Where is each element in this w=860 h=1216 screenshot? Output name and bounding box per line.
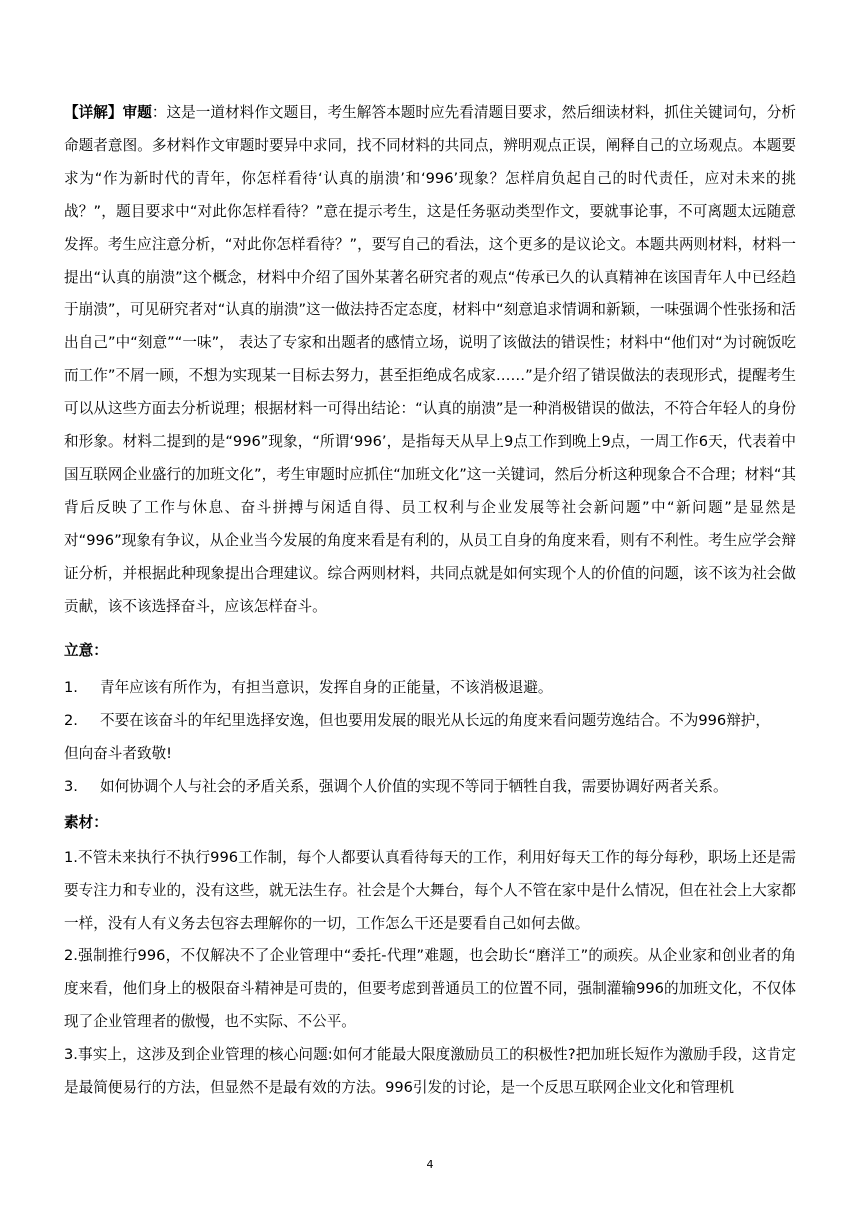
- intent-item-number: 3.: [64, 778, 78, 795]
- intent-item-number: 1.: [64, 679, 78, 696]
- analysis-topic-label: 审题: [122, 104, 152, 121]
- intent-item-number: 2.: [64, 712, 78, 729]
- materials-heading: 素材：: [64, 814, 108, 831]
- intent-item-text: 不要在该奋斗的年纪里选择安逸，但也要用发展的眼光从长远的角度来看问题劳逸结合。不为996辩护，: [100, 712, 770, 729]
- intent-item-3: [64, 771, 796, 804]
- intent-item-1: [64, 672, 796, 705]
- material-item-3: 3.事实上，这涉及到企业管理的核心问题:如何才能最大限度激励员工的积极性?把加班长短作为激励手段，这肯定是最简便易行的方法，但显然不是最有效的方法。996引发的讨论，是一个反思互联网企业文化和管理机: [64, 1046, 796, 1096]
- material-item-2: 2.强制推行996，不仅解决不了企业管理中“委托-代理”难题，也会助长“磨洋工”的顽疾。从企业家和创业者的角度来看，他们身上的极限奋斗精神是可贵的，但要考虑到普通员工的位置不同，强制灌输996的加班文化，不仅体现了企业管理者的傲慢，也不实际、不公平。: [64, 947, 796, 1030]
- analysis-paragraph: [64, 97, 796, 624]
- intent-item-2-continuation: 但向奋斗者致敬!: [64, 745, 173, 762]
- intent-item-2: [64, 705, 796, 738]
- intent-item-text: 青年应该有所作为，有担当意识，发挥自身的正能量，不该消极退避。: [100, 679, 553, 696]
- material-item-1: 1.不管未来执行不执行996工作制，每个人都要认真看待每天的工作，利用好每天工作的每分每秒，职场上还是需要专注力和专业的，没有这些，就无法生存。社会是个大舞台，每个人不管在家中是什么情况，但在社会上大家都一样，没有人有义务去包容去理解你的一切，工作怎么干还是要看自己如何去做。: [64, 849, 796, 932]
- page-number: 4: [426, 1158, 434, 1171]
- intent-item-text: 如何协调个人与社会的矛盾关系，强调个人价值的实现不等同于牺牲自我，需要协调好两者关系。: [100, 778, 728, 795]
- analysis-bracket-label: 【详解】: [64, 104, 123, 121]
- analysis-text: ：这是一道材料作文题目，考生解答本题时应先看清题目要求，然后细读材料，抓住关键词句，分析命题者意图。多材料作文审题时要异中求同，找不同材料的共同点，辨明观点正误，阐释自己的立场观点。本题要求为“作为新时代的青年，你怎样看待‘认真的崩溃’和‘996’现象？怎样肩负起自己的时代责任，应对未来的挑战？”，题目要求中“对此你怎样看待？”意在提示考生，这是任务驱动类型作文，要就事论事，不可离题太远随意发挥。考生应注意分析，“对此你怎样看待？”，要写自己的看法，这个更多的是议论文。本题共两则材料，材料一提出“认真的崩溃”这个概念，材料中介绍了国外某著名研究者的观点“传承已久的认真精神在该国青年人中已经趋于崩溃”，可见研究者对“认真的崩溃”这一做法持否定态度，材料中“刻意追求情调和新颖，一味强调个性张扬和活出自己”中“刻意”“一味”， 表达了专家和出题者的感情立场，说明了该做法的错误性；材料中“他们对“为讨碗饭吃而工作”不屑一顾，不想为实现某一目标去努力，甚至拒绝成名成家……”是介绍了错误做法的表现形式，提醒考生可以从这些方面去分析说理；根据材料一可得出结论：“认真的崩溃”是一种消极错误的做法，不符合年轻人的身份和形象。材料二提到的是“996”现象，“所谓‘996’，是指每天从早上9点工作到晚上9点，一周工作6天，代表着中国互联网企业盛行的加班文化”，考生审题时应抓住“加班文化”这一关键词，然后分析这种现象合不合理；材料“其背后反映了工作与休息、奋斗拼搏与闲适自得、员工权利与企业发展等社会新问题”中“新问题”是显然是对“996”现象有争议，从企业当今发展的角度来看是有利的，从员工自身的角度来看，则有不利性。考生应学会辩证分析，并根据此种现象提出合理建议。综合两则材料，共同点就是如何实现个人的价值的问题，该不该为社会做贡献，该不该选择奋斗，应该怎样奋斗。: [64, 104, 796, 615]
- intent-heading: 立意：: [64, 642, 108, 659]
